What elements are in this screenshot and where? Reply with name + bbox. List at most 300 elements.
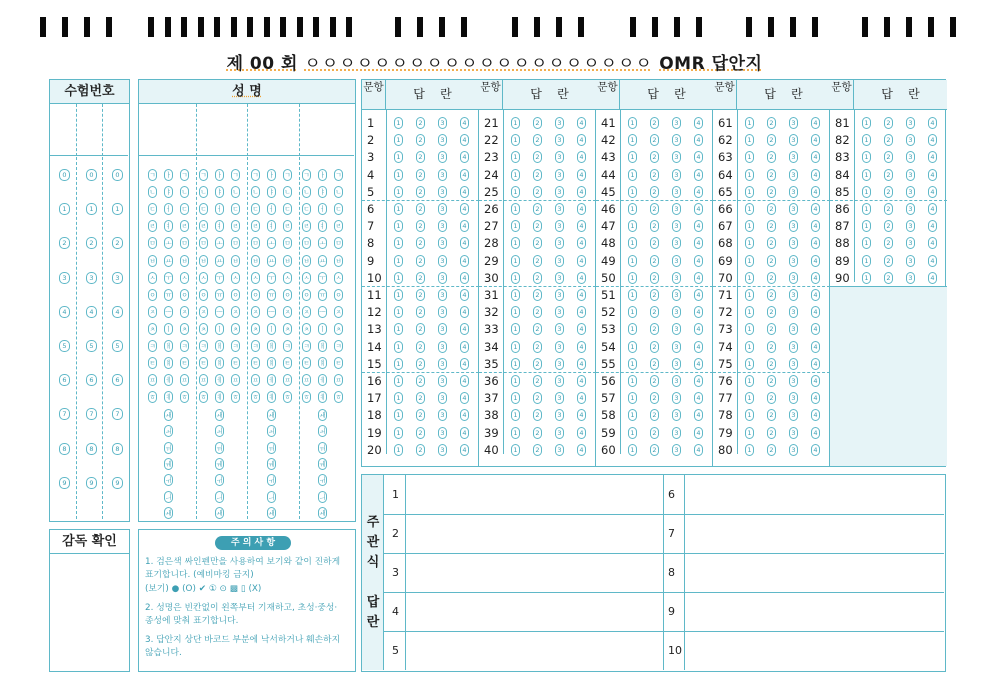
answer-bubble[interactable]: 1 (745, 255, 754, 267)
exam-digit-bubble-2[interactable]: 2 (59, 237, 70, 249)
answer-bubble[interactable]: 3 (672, 151, 681, 163)
answer-bubble[interactable]: 4 (460, 203, 469, 215)
answer-bubble[interactable]: 3 (672, 427, 681, 439)
answer-bubble[interactable]: 3 (438, 117, 447, 129)
answer-bubble[interactable]: 3 (906, 272, 915, 284)
answer-bubble[interactable]: 1 (862, 169, 871, 181)
exam-digit-bubble-0[interactable]: 0 (59, 169, 70, 181)
answer-bubble[interactable]: 2 (650, 169, 659, 181)
answer-bubble[interactable]: 2 (416, 186, 425, 198)
answer-bubble[interactable]: 2 (767, 306, 776, 318)
answer-bubble[interactable]: 1 (511, 255, 520, 267)
answer-bubble[interactable]: 1 (511, 323, 520, 335)
answer-bubble[interactable]: 1 (745, 306, 754, 318)
name-final-bubble[interactable]: ㅈ (232, 307, 239, 316)
name-final-bubble[interactable]: ㅇ (232, 290, 239, 299)
answer-bubble[interactable]: 1 (628, 203, 637, 215)
answer-bubble[interactable]: 4 (928, 134, 937, 146)
name-final-bubble[interactable]: ㅈ (181, 307, 188, 316)
answer-bubble[interactable]: 1 (745, 392, 754, 404)
answer-bubble[interactable]: 1 (745, 409, 754, 421)
answer-bubble[interactable]: 2 (650, 255, 659, 267)
name-vowel-bubble[interactable]: ㅠ (268, 290, 275, 299)
answer-bubble[interactable]: 3 (789, 237, 798, 249)
answer-bubble[interactable]: 1 (745, 375, 754, 387)
answer-bubble[interactable]: 2 (533, 409, 542, 421)
answer-bubble[interactable]: 1 (628, 427, 637, 439)
answer-bubble[interactable]: 3 (438, 427, 447, 439)
answer-bubble[interactable]: 2 (416, 323, 425, 335)
name-vowel-bubble[interactable]: ㅠ (319, 290, 326, 299)
name-vowel-bubble[interactable]: ㅙ (165, 508, 172, 517)
name-vowel-bubble[interactable]: ㅡ (165, 307, 172, 316)
name-vowel-bubble[interactable]: ㅕ (165, 222, 172, 231)
answer-bubble[interactable]: 4 (577, 169, 586, 181)
answer-bubble[interactable]: 3 (672, 341, 681, 353)
answer-bubble[interactable]: 1 (745, 289, 754, 301)
answer-bubble[interactable]: 3 (555, 306, 564, 318)
answer-bubble[interactable]: 2 (767, 151, 776, 163)
name-initial-bubble[interactable]: ㄴ (252, 188, 259, 197)
answer-bubble[interactable]: 2 (533, 186, 542, 198)
answer-bubble[interactable]: 1 (511, 220, 520, 232)
answer-bubble[interactable]: 3 (438, 220, 447, 232)
answer-bubble[interactable]: 2 (416, 375, 425, 387)
answer-bubble[interactable]: 3 (672, 409, 681, 421)
answer-bubble[interactable]: 4 (460, 341, 469, 353)
name-vowel-bubble[interactable]: ㅑ (319, 188, 326, 197)
name-vowel-bubble[interactable]: ㅏ (165, 171, 172, 179)
answer-bubble[interactable]: 2 (767, 255, 776, 267)
supervisor-sign-area[interactable] (50, 554, 128, 670)
name-initial-bubble[interactable]: ㅌ (252, 359, 259, 368)
exam-digit-bubble-3[interactable]: 3 (112, 272, 123, 284)
answer-bubble[interactable]: 3 (906, 151, 915, 163)
answer-bubble[interactable]: 3 (672, 289, 681, 301)
answer-bubble[interactable]: 4 (694, 203, 703, 215)
answer-bubble[interactable]: 4 (694, 409, 703, 421)
answer-bubble[interactable]: 4 (460, 427, 469, 439)
name-vowel-bubble[interactable]: ㅟ (268, 476, 275, 485)
answer-bubble[interactable]: 3 (672, 272, 681, 284)
name-initial-bubble[interactable]: ㅅ (252, 273, 259, 282)
answer-bubble[interactable]: 1 (745, 444, 754, 456)
answer-bubble[interactable]: 2 (650, 186, 659, 198)
exam-digit-bubble-5[interactable]: 5 (86, 340, 97, 352)
answer-bubble[interactable]: 1 (394, 237, 403, 249)
answer-bubble[interactable]: 4 (694, 237, 703, 249)
name-final-bubble[interactable]: ㄹ (335, 222, 342, 231)
answer-bubble[interactable]: 4 (460, 151, 469, 163)
answer-bubble[interactable]: 3 (555, 444, 564, 456)
answer-bubble[interactable]: 4 (460, 444, 469, 456)
answer-bubble[interactable]: 4 (928, 203, 937, 215)
answer-bubble[interactable]: 2 (533, 444, 542, 456)
answer-bubble[interactable]: 2 (767, 203, 776, 215)
name-final-bubble[interactable]: ㅌ (181, 359, 188, 368)
name-vowel-bubble[interactable]: ㅏ (319, 171, 326, 179)
name-vowel-bubble[interactable]: ㅠ (216, 290, 223, 299)
answer-bubble[interactable]: 2 (767, 409, 776, 421)
name-final-bubble[interactable]: ㅎ (335, 393, 342, 402)
name-vowel-bubble[interactable]: ㅙ (319, 508, 326, 517)
answer-bubble[interactable]: 3 (555, 203, 564, 215)
answer-bubble[interactable]: 4 (694, 220, 703, 232)
name-initial-bubble[interactable]: ㅅ (149, 273, 156, 282)
answer-bubble[interactable]: 2 (533, 272, 542, 284)
name-vowel-bubble[interactable]: ㅖ (319, 393, 326, 402)
name-vowel-bubble[interactable]: ㅑ (268, 188, 275, 197)
name-initial-bubble[interactable]: ㅈ (149, 307, 156, 316)
answer-bubble[interactable]: 2 (650, 203, 659, 215)
answer-bubble[interactable]: 1 (394, 255, 403, 267)
answer-bubble[interactable]: 2 (416, 427, 425, 439)
name-vowel-bubble[interactable]: ㅣ (165, 324, 172, 333)
answer-bubble[interactable]: 1 (394, 306, 403, 318)
answer-bubble[interactable]: 1 (745, 134, 754, 146)
answer-bubble[interactable]: 1 (745, 220, 754, 232)
answer-bubble[interactable]: 2 (416, 169, 425, 181)
answer-bubble[interactable]: 4 (460, 323, 469, 335)
answer-bubble[interactable]: 1 (745, 427, 754, 439)
name-initial-bubble[interactable]: ㅌ (303, 359, 310, 368)
name-initial-bubble[interactable]: ㄷ (200, 205, 207, 214)
name-final-bubble[interactable]: ㄴ (335, 188, 342, 197)
name-final-bubble[interactable]: ㄹ (284, 222, 291, 231)
answer-bubble[interactable]: 4 (928, 220, 937, 232)
answer-bubble[interactable]: 3 (555, 272, 564, 284)
answer-bubble[interactable]: 3 (555, 237, 564, 249)
name-initial-bubble[interactable]: ㅂ (149, 256, 156, 265)
answer-bubble[interactable]: 4 (811, 186, 820, 198)
subjective-answer-field[interactable] (684, 553, 944, 592)
answer-bubble[interactable]: 3 (438, 289, 447, 301)
name-final-bubble[interactable]: ㅅ (232, 273, 239, 282)
name-vowel-bubble[interactable]: ㅏ (216, 171, 223, 179)
name-initial-bubble[interactable]: ㅎ (200, 393, 207, 402)
name-vowel-bubble[interactable]: ㅡ (319, 307, 326, 316)
answer-bubble[interactable]: 3 (906, 237, 915, 249)
answer-bubble[interactable]: 2 (533, 255, 542, 267)
name-vowel-bubble[interactable]: ㅚ (165, 427, 172, 436)
answer-bubble[interactable]: 1 (628, 220, 637, 232)
answer-bubble[interactable]: 3 (789, 341, 798, 353)
name-vowel-bubble[interactable]: ㅢ (319, 492, 326, 501)
name-vowel-bubble[interactable]: ㅢ (216, 492, 223, 501)
answer-bubble[interactable]: 1 (511, 444, 520, 456)
exam-digit-bubble-5[interactable]: 5 (59, 340, 70, 352)
answer-bubble[interactable]: 3 (789, 117, 798, 129)
answer-bubble[interactable]: 2 (650, 289, 659, 301)
name-vowel-bubble[interactable]: ㅗ (216, 239, 223, 248)
answer-bubble[interactable]: 4 (928, 117, 937, 129)
subjective-answer-field[interactable] (405, 631, 663, 670)
answer-bubble[interactable]: 4 (694, 151, 703, 163)
answer-bubble[interactable]: 4 (577, 392, 586, 404)
answer-bubble[interactable]: 4 (460, 220, 469, 232)
answer-bubble[interactable]: 2 (650, 341, 659, 353)
answer-bubble[interactable]: 4 (928, 237, 937, 249)
exam-digit-bubble-0[interactable]: 0 (112, 169, 123, 181)
answer-bubble[interactable]: 2 (416, 409, 425, 421)
answer-bubble[interactable]: 1 (511, 341, 520, 353)
answer-bubble[interactable]: 1 (394, 186, 403, 198)
name-initial-bubble[interactable]: ㅁ (303, 239, 310, 248)
name-vowel-bubble[interactable]: ㅐ (319, 342, 326, 350)
name-vowel-bubble[interactable]: ㅙ (165, 411, 172, 419)
answer-bubble[interactable]: 2 (767, 358, 776, 370)
answer-bubble[interactable]: 1 (511, 237, 520, 249)
name-initial-bubble[interactable]: ㅁ (149, 239, 156, 248)
name-initial-bubble[interactable]: ㄹ (149, 222, 156, 231)
name-vowel-bubble[interactable]: ㅝ (268, 443, 275, 452)
answer-bubble[interactable]: 2 (533, 392, 542, 404)
subjective-answer-field[interactable] (684, 514, 944, 553)
answer-bubble[interactable]: 1 (394, 151, 403, 163)
exam-number-write-area[interactable] (50, 104, 128, 156)
name-initial-bubble[interactable]: ㅁ (200, 239, 207, 248)
answer-bubble[interactable]: 2 (416, 341, 425, 353)
answer-bubble[interactable]: 2 (884, 134, 893, 146)
answer-bubble[interactable]: 4 (577, 409, 586, 421)
answer-bubble[interactable]: 4 (694, 306, 703, 318)
answer-bubble[interactable]: 4 (928, 151, 937, 163)
name-final-bubble[interactable]: ㅂ (232, 256, 239, 265)
answer-bubble[interactable]: 1 (862, 255, 871, 267)
name-final-bubble[interactable]: ㄷ (284, 205, 291, 214)
name-final-bubble[interactable]: ㄷ (335, 205, 342, 214)
name-vowel-bubble[interactable]: ㅖ (216, 393, 223, 402)
name-vowel-bubble[interactable]: ㅜ (165, 273, 172, 282)
name-final-bubble[interactable]: ㅊ (335, 324, 342, 333)
name-final-bubble[interactable]: ㅅ (335, 273, 342, 282)
exam-digit-bubble-0[interactable]: 0 (86, 169, 97, 181)
answer-bubble[interactable]: 2 (767, 220, 776, 232)
answer-bubble[interactable]: 1 (862, 203, 871, 215)
answer-bubble[interactable]: 1 (511, 289, 520, 301)
name-vowel-bubble[interactable]: ㅣ (216, 324, 223, 333)
answer-bubble[interactable]: 3 (555, 409, 564, 421)
subjective-answer-field[interactable] (405, 553, 663, 592)
answer-bubble[interactable]: 3 (672, 169, 681, 181)
exam-digit-bubble-1[interactable]: 1 (59, 203, 70, 215)
answer-bubble[interactable]: 1 (511, 151, 520, 163)
name-vowel-bubble[interactable]: ㅓ (319, 205, 326, 214)
answer-bubble[interactable]: 1 (745, 203, 754, 215)
answer-bubble[interactable]: 2 (416, 306, 425, 318)
answer-bubble[interactable]: 2 (650, 151, 659, 163)
answer-bubble[interactable]: 3 (438, 186, 447, 198)
name-vowel-bubble[interactable]: ㅗ (268, 239, 275, 248)
exam-digit-bubble-6[interactable]: 6 (59, 374, 70, 386)
name-initial-bubble[interactable]: ㅂ (200, 256, 207, 265)
answer-bubble[interactable]: 4 (811, 358, 820, 370)
name-final-bubble[interactable]: ㄴ (232, 188, 239, 197)
answer-bubble[interactable]: 4 (811, 409, 820, 421)
answer-bubble[interactable]: 1 (628, 186, 637, 198)
answer-bubble[interactable]: 4 (694, 375, 703, 387)
answer-bubble[interactable]: 2 (533, 358, 542, 370)
answer-bubble[interactable]: 3 (438, 169, 447, 181)
name-final-bubble[interactable]: ㅁ (284, 239, 291, 248)
answer-bubble[interactable]: 1 (394, 444, 403, 456)
name-vowel-bubble[interactable]: ㅟ (165, 476, 172, 485)
answer-bubble[interactable]: 2 (650, 272, 659, 284)
answer-bubble[interactable]: 1 (628, 375, 637, 387)
answer-bubble[interactable]: 2 (650, 444, 659, 456)
answer-bubble[interactable]: 3 (672, 203, 681, 215)
name-initial-bubble[interactable]: ㅇ (200, 290, 207, 299)
answer-bubble[interactable]: 3 (438, 444, 447, 456)
answer-bubble[interactable]: 1 (628, 444, 637, 456)
answer-bubble[interactable]: 1 (745, 358, 754, 370)
name-final-bubble[interactable]: ㅊ (232, 324, 239, 333)
name-vowel-bubble[interactable]: ㅜ (319, 273, 326, 282)
name-initial-bubble[interactable]: ㅈ (252, 307, 259, 316)
answer-bubble[interactable]: 3 (438, 237, 447, 249)
answer-bubble[interactable]: 3 (555, 169, 564, 181)
name-vowel-bubble[interactable]: ㅙ (216, 411, 223, 419)
name-initial-bubble[interactable]: ㅊ (149, 324, 156, 333)
answer-bubble[interactable]: 2 (767, 289, 776, 301)
answer-bubble[interactable]: 2 (884, 169, 893, 181)
answer-bubble[interactable]: 3 (555, 289, 564, 301)
name-initial-bubble[interactable]: ㅊ (200, 324, 207, 333)
answer-bubble[interactable]: 3 (555, 255, 564, 267)
answer-bubble[interactable]: 1 (862, 151, 871, 163)
name-vowel-bubble[interactable]: ㅏ (268, 171, 275, 179)
name-initial-bubble[interactable]: ㅌ (149, 359, 156, 368)
exam-digit-bubble-9[interactable]: 9 (112, 477, 123, 489)
answer-bubble[interactable]: 4 (460, 255, 469, 267)
name-final-bubble[interactable]: ㄱ (284, 171, 291, 179)
answer-bubble[interactable]: 3 (672, 117, 681, 129)
name-final-bubble[interactable]: ㅂ (284, 256, 291, 265)
answer-bubble[interactable]: 1 (745, 272, 754, 284)
name-final-bubble[interactable]: ㅍ (232, 376, 239, 385)
answer-bubble[interactable]: 1 (628, 289, 637, 301)
name-final-bubble[interactable]: ㅇ (335, 290, 342, 299)
answer-bubble[interactable]: 4 (811, 392, 820, 404)
name-final-bubble[interactable]: ㅍ (335, 376, 342, 385)
answer-bubble[interactable]: 4 (577, 444, 586, 456)
name-vowel-bubble[interactable]: ㅙ (216, 508, 223, 517)
answer-bubble[interactable]: 4 (577, 117, 586, 129)
subjective-answer-field[interactable] (684, 592, 944, 631)
answer-bubble[interactable]: 1 (628, 151, 637, 163)
answer-bubble[interactable]: 4 (811, 169, 820, 181)
name-initial-bubble[interactable]: ㅅ (200, 273, 207, 282)
answer-bubble[interactable]: 4 (460, 237, 469, 249)
name-vowel-bubble[interactable]: ㅝ (319, 443, 326, 452)
name-final-bubble[interactable]: ㅊ (181, 324, 188, 333)
answer-bubble[interactable]: 4 (460, 169, 469, 181)
answer-bubble[interactable]: 2 (767, 186, 776, 198)
answer-bubble[interactable]: 4 (694, 117, 703, 129)
name-vowel-bubble[interactable]: ㅜ (268, 273, 275, 282)
answer-bubble[interactable]: 4 (811, 444, 820, 456)
name-initial-bubble[interactable]: ㄴ (303, 188, 310, 197)
answer-bubble[interactable]: 4 (577, 427, 586, 439)
name-vowel-bubble[interactable]: ㅙ (319, 411, 326, 419)
answer-bubble[interactable]: 2 (533, 427, 542, 439)
exam-digit-bubble-3[interactable]: 3 (86, 272, 97, 284)
name-vowel-bubble[interactable]: ㅑ (216, 188, 223, 197)
answer-bubble[interactable]: 2 (884, 272, 893, 284)
answer-bubble[interactable]: 1 (628, 237, 637, 249)
name-final-bubble[interactable]: ㅅ (284, 273, 291, 282)
answer-bubble[interactable]: 1 (745, 323, 754, 335)
name-vowel-bubble[interactable]: ㅞ (268, 459, 275, 468)
answer-bubble[interactable]: 4 (577, 220, 586, 232)
name-final-bubble[interactable]: ㅂ (181, 256, 188, 265)
answer-bubble[interactable]: 4 (577, 272, 586, 284)
answer-bubble[interactable]: 2 (884, 186, 893, 198)
answer-bubble[interactable]: 1 (628, 392, 637, 404)
answer-bubble[interactable]: 3 (555, 341, 564, 353)
exam-digit-bubble-7[interactable]: 7 (59, 408, 70, 420)
name-vowel-bubble[interactable]: ㅢ (268, 492, 275, 501)
name-initial-bubble[interactable]: ㅋ (252, 342, 259, 350)
answer-bubble[interactable]: 4 (694, 289, 703, 301)
answer-bubble[interactable]: 1 (511, 427, 520, 439)
name-initial-bubble[interactable]: ㅍ (149, 376, 156, 385)
answer-bubble[interactable]: 1 (511, 409, 520, 421)
answer-bubble[interactable]: 2 (884, 117, 893, 129)
exam-digit-bubble-9[interactable]: 9 (59, 477, 70, 489)
answer-bubble[interactable]: 1 (745, 186, 754, 198)
answer-bubble[interactable]: 2 (533, 203, 542, 215)
answer-bubble[interactable]: 2 (767, 427, 776, 439)
answer-bubble[interactable]: 1 (394, 272, 403, 284)
subjective-answer-field[interactable] (405, 592, 663, 631)
name-initial-bubble[interactable]: ㅎ (149, 393, 156, 402)
answer-bubble[interactable]: 2 (767, 375, 776, 387)
answer-bubble[interactable]: 3 (555, 134, 564, 146)
answer-bubble[interactable]: 4 (811, 117, 820, 129)
name-vowel-bubble[interactable]: ㅔ (319, 376, 326, 385)
answer-bubble[interactable]: 3 (906, 117, 915, 129)
name-final-bubble[interactable]: ㅊ (284, 324, 291, 333)
answer-bubble[interactable]: 1 (745, 151, 754, 163)
name-vowel-bubble[interactable]: ㅢ (165, 492, 172, 501)
exam-digit-bubble-7[interactable]: 7 (86, 408, 97, 420)
answer-bubble[interactable]: 1 (394, 341, 403, 353)
name-initial-bubble[interactable]: ㅎ (303, 393, 310, 402)
name-final-bubble[interactable]: ㅋ (181, 342, 188, 350)
name-vowel-bubble[interactable]: ㅖ (268, 393, 275, 402)
name-final-bubble[interactable]: ㅎ (232, 393, 239, 402)
answer-bubble[interactable]: 3 (672, 186, 681, 198)
name-vowel-bubble[interactable]: ㅛ (319, 256, 326, 265)
answer-bubble[interactable]: 2 (416, 289, 425, 301)
answer-bubble[interactable]: 3 (672, 306, 681, 318)
name-vowel-bubble[interactable]: ㅒ (268, 359, 275, 368)
answer-bubble[interactable]: 3 (672, 375, 681, 387)
answer-bubble[interactable]: 2 (650, 409, 659, 421)
answer-bubble[interactable]: 3 (672, 323, 681, 335)
answer-bubble[interactable]: 1 (394, 375, 403, 387)
name-vowel-bubble[interactable]: ㅓ (268, 205, 275, 214)
answer-bubble[interactable]: 2 (416, 392, 425, 404)
name-final-bubble[interactable]: ㅍ (181, 376, 188, 385)
name-initial-bubble[interactable]: ㄷ (149, 205, 156, 214)
answer-bubble[interactable]: 4 (460, 117, 469, 129)
answer-bubble[interactable]: 4 (811, 237, 820, 249)
answer-bubble[interactable]: 4 (577, 375, 586, 387)
answer-bubble[interactable]: 4 (811, 272, 820, 284)
answer-bubble[interactable]: 3 (438, 375, 447, 387)
